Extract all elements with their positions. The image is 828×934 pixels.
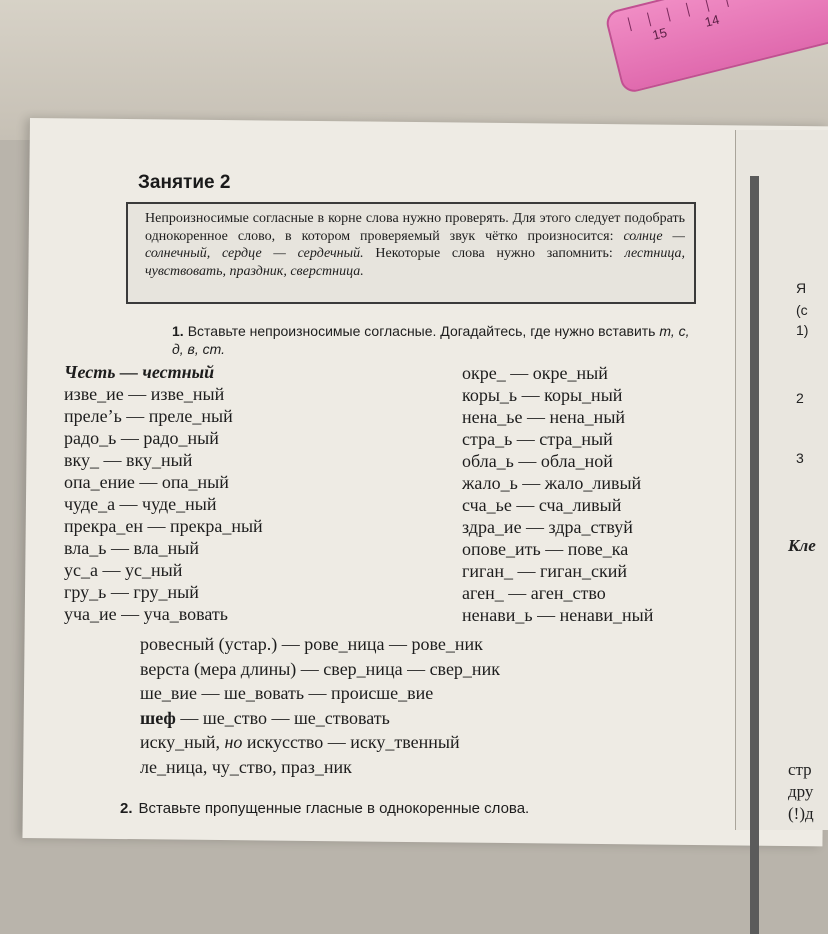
word-pair: ненави_ь — ненави_ный (462, 605, 654, 625)
word-family-line (140, 730, 500, 755)
rule-part-1: Непроизносимые согласные в корне слова нужно проверять. Для этого следует подобрать однокоренное слово, в котором проверяемый звук чётко произносится: (145, 211, 685, 244)
word-family-line: верста (мера длины) — свер_ница — свер_ник (140, 658, 500, 679)
word-pair: ус_а — ус_ный (64, 560, 183, 580)
word-pair: сча_ье — сча_ливый (462, 495, 622, 515)
word-pair: гру_ь — гру_ный (64, 582, 199, 602)
word-family-line (140, 706, 500, 731)
word-pair: стра_ь — стра_ный (462, 429, 613, 449)
word-family-line: ле_ница, чу_ство, праз_ник (140, 756, 352, 777)
word-pair: уча_ие — уча_вовать (64, 604, 228, 624)
exercise-1-number: 1. (172, 323, 184, 339)
rule-part-2: Некоторые слова нужно запомнить: (363, 246, 625, 261)
word-pair: здра_ие — здра_ствуй (462, 517, 633, 537)
right-page-word: стр (788, 760, 812, 779)
exercise-1-text: Вставьте непроизносимые согласные. Догадайтесь, где нужно вставить (187, 323, 660, 339)
word-pair: изве_ие — изве_ный (64, 384, 225, 404)
word-family-head: иску_ный, (140, 732, 225, 752)
word-but: но (224, 732, 243, 752)
exercise-1-letters: т, с, д, в, ст. (172, 323, 690, 357)
word-shef: шеф (140, 707, 176, 728)
word-pair: радо_ь — радо_ный (64, 428, 219, 448)
word-pair: обла_ь — обла_ной (462, 451, 613, 471)
word-family-block (140, 632, 500, 779)
word-pair: аген_ — аген_ство (462, 583, 606, 603)
lesson-title: Занятие 2 (138, 172, 231, 193)
word-pair: прекра_ен — прекра_ный (64, 516, 263, 536)
word-pair: вла_ь — вла_ный (64, 538, 200, 558)
word-pair: нена_ье — нена_ный (462, 407, 626, 427)
word-family-tail: искусство — иску_твенный (242, 732, 460, 752)
exercise-2-instruction (120, 800, 529, 817)
word-pair: гиган_ — гиган_ский (462, 561, 628, 581)
right-page-letter: 1) (796, 322, 809, 338)
right-page-word: (!)д (788, 804, 814, 823)
ruler-mark: 15 (650, 24, 669, 43)
word-pair: коры_ь — коры_ный (462, 385, 623, 405)
word-pair: чуде_а — чуде_ный (64, 494, 217, 514)
right-word-column (462, 362, 653, 626)
word-pair: опове_ить — пове_ка (462, 539, 629, 559)
exercise-2-text: Вставьте пропущенные гласные в однокоренные слова. (138, 800, 530, 817)
right-page-letter: 2 (796, 390, 804, 406)
word-family-line: ше_вие — ше_вовать — происше_вие (140, 683, 434, 703)
right-page-word: Кле (788, 536, 816, 555)
word-pair: вку_ — вку_ный (64, 450, 193, 470)
right-page-word: дру (788, 782, 814, 801)
right-page-edge (735, 130, 828, 830)
word-pair: Честь — честный (64, 362, 215, 382)
page-gutter-bar (750, 176, 759, 934)
ruler-mark: 14 (703, 11, 721, 30)
right-page-letter: (с (796, 302, 808, 318)
left-word-column (64, 361, 263, 625)
right-page-letter: 3 (796, 450, 804, 466)
word-pair: окре_ — окре_ный (462, 363, 608, 383)
rule-example-2: лестница, чувствовать, праздник, сверстница. (145, 246, 685, 279)
word-pair: преле’ь — преле_ный (64, 406, 233, 426)
right-page-letter: Я (796, 280, 807, 296)
word-pair: опа_ение — опа_ный (64, 472, 229, 492)
word-family-line: ровесный (устар.) — рове_ница — рове_ник (140, 634, 483, 654)
word-pair: жало_ь — жало_ливый (462, 473, 642, 493)
exercise-2-number: 2. (120, 800, 133, 817)
rule-text (145, 210, 685, 280)
exercise-1-instruction (172, 322, 702, 358)
rule-example-1: солнце — солнечный, сердце — сердечный. (145, 228, 685, 261)
word-family-tail: — ше_ство — ше_ствовать (175, 707, 390, 728)
